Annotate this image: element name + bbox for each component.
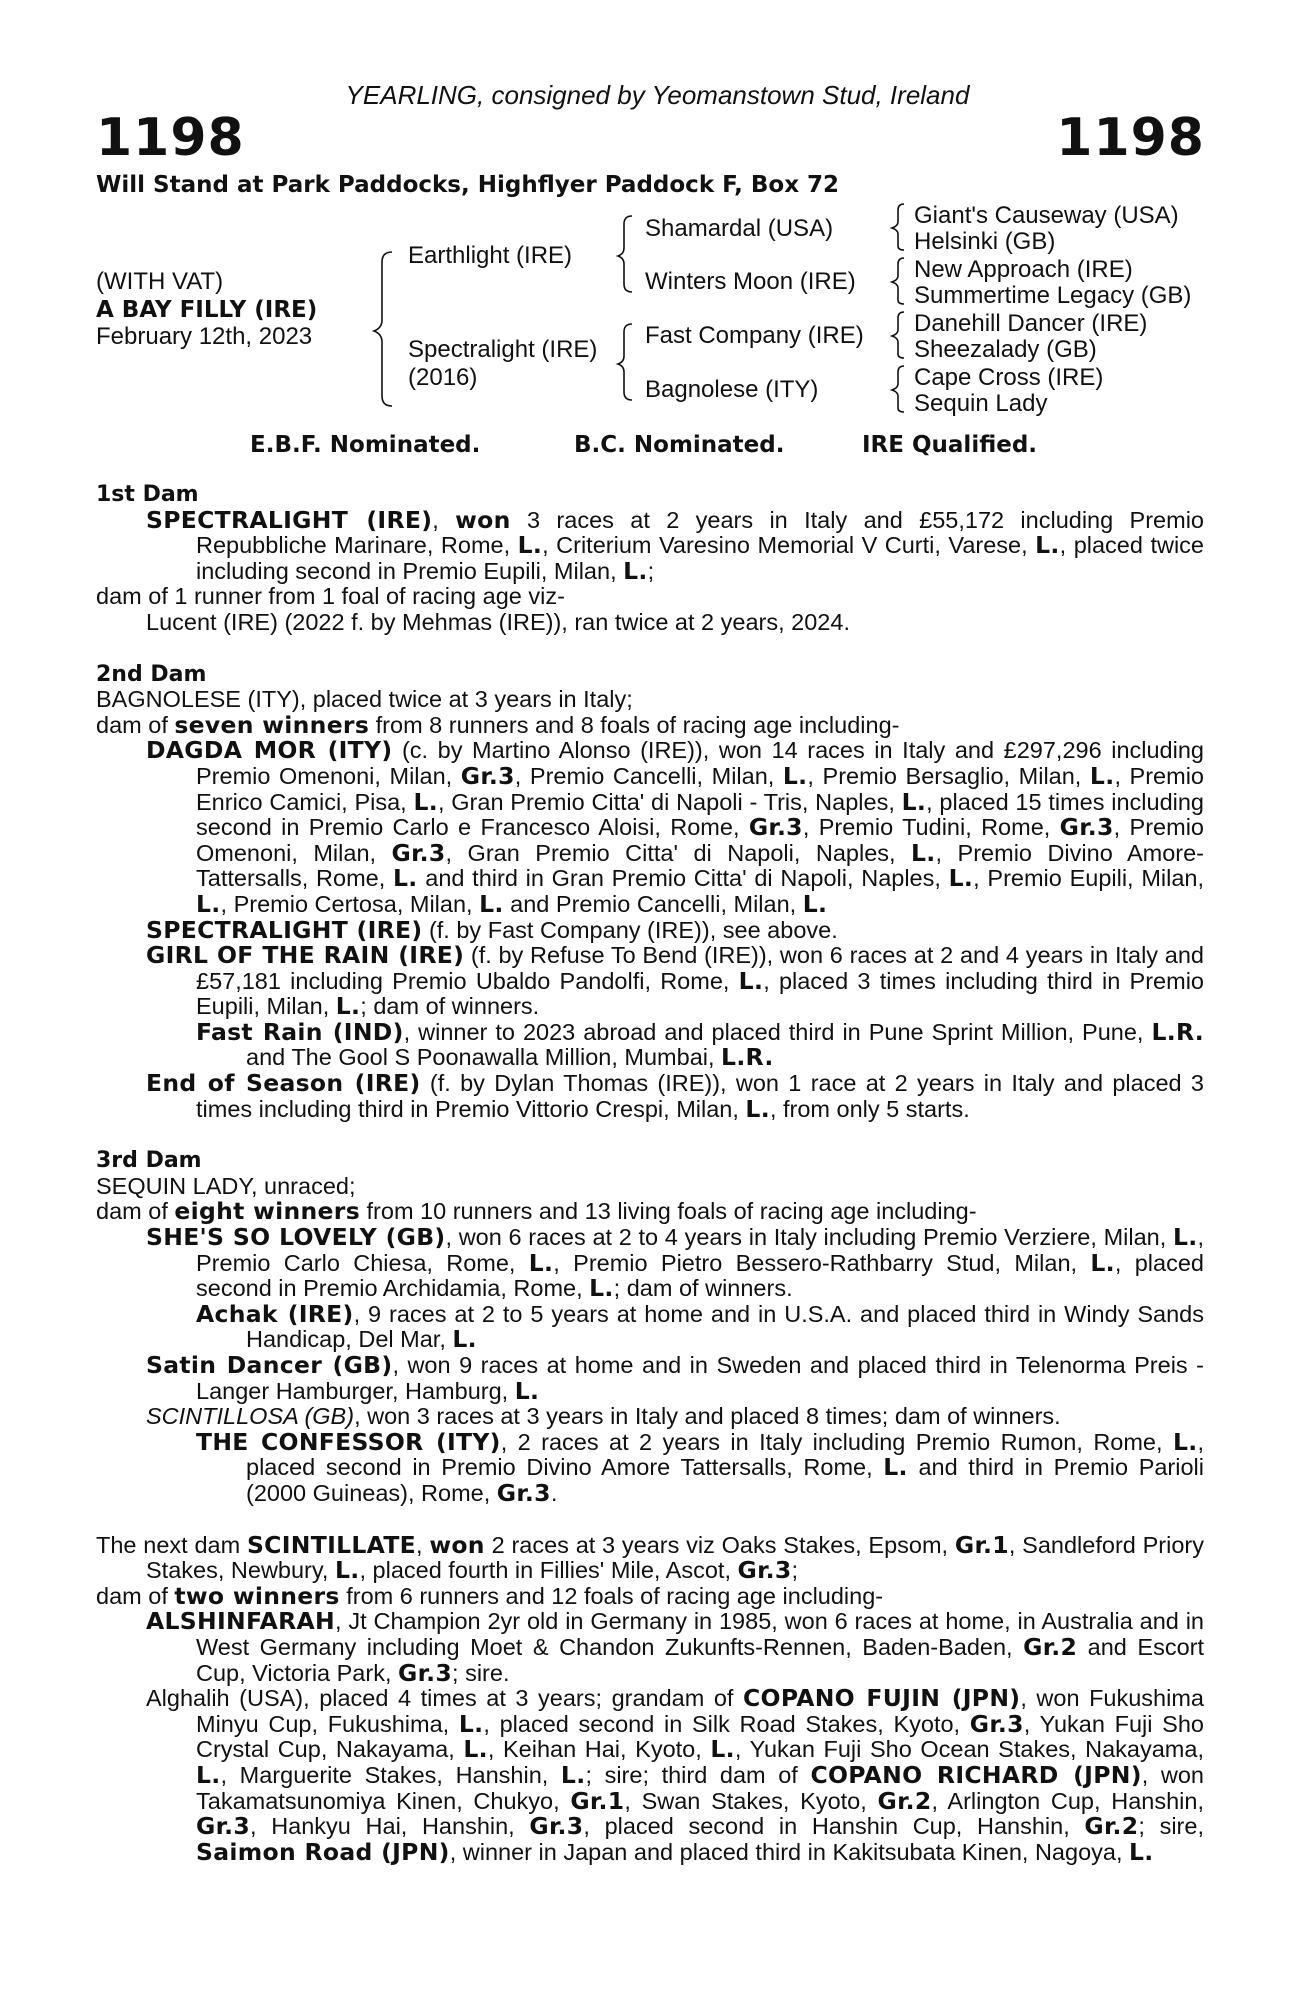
bold-run: L. <box>452 1325 477 1354</box>
bold-run: Achak (IRE) <box>196 1299 354 1328</box>
text-run: , won 3 races at 3 years in Italy and placed 8 times; dam of winners. <box>354 1403 1061 1430</box>
text-run: , Premio Pietro Bessero-Rathbarry Stud, Milan, <box>553 1249 1091 1276</box>
bold-run: L. <box>911 838 936 867</box>
text-run: , Premio Omenoni, Milan, <box>196 814 1204 866</box>
text-run: , Premio Tudini, Rome, <box>802 814 1060 841</box>
brace-gen2-top <box>618 216 632 292</box>
produce-dagda-mor <box>96 738 1204 917</box>
bold-run: L.R. <box>1151 1017 1204 1046</box>
bold-run: End of Season (IRE) <box>146 1069 421 1098</box>
bold-run: Gr.3 <box>748 813 803 842</box>
bold-run: L. <box>334 1556 360 1585</box>
bold-run: L. <box>479 889 504 918</box>
text-run: , won Takamatsunomiya Kinen, Chukyo, <box>196 1761 1204 1814</box>
text-run: from 8 runners and 8 foals of racing age including- <box>369 711 900 738</box>
bold-run: Gr.2 <box>877 1786 932 1815</box>
produce-lucent: Lucent (IRE) (2022 f. by Mehmas (IRE)), ran twice at 2 years, 2024. <box>146 608 850 635</box>
bold-run: two winners <box>174 1581 340 1610</box>
bold-run: L. <box>1129 1837 1154 1866</box>
text-run: ; dam of winners. <box>613 1275 793 1302</box>
bold-run: L. <box>802 889 828 918</box>
text-run: ; <box>647 557 655 584</box>
bold-run: Gr.3 <box>196 1812 251 1841</box>
bold-run: THE CONFESSOR (ITY) <box>196 1427 501 1456</box>
italic-run: SCINTILLOSA (GB) <box>146 1403 355 1430</box>
bold-run: L. <box>517 531 543 560</box>
bold-run: L. <box>463 1735 488 1764</box>
text-run: ; sire, <box>1138 1813 1204 1840</box>
dam: Spectralight (IRE) <box>408 336 598 363</box>
sire: Earthlight (IRE) <box>408 242 573 269</box>
text-run: , Sandleford Priory Stakes, Newbury, <box>146 1531 1204 1584</box>
text-run: and Escort Cup, Victoria Park, <box>196 1633 1204 1686</box>
bold-run: SCINTILLATE <box>246 1530 417 1559</box>
bold-run: L. <box>1172 1427 1198 1456</box>
text-run: , Premio Bersaglio, Milan, <box>807 762 1090 789</box>
produce-end-of-season <box>96 1071 1204 1122</box>
text-run: , Arlington Cup, Hanshin, <box>931 1787 1204 1814</box>
text-run: , Hankyu Hai, Hanshin, <box>250 1813 530 1840</box>
bold-run: Gr.1 <box>954 1530 1009 1559</box>
bold-run: L. <box>589 1274 614 1303</box>
produce-scintillosa <box>96 1404 1204 1430</box>
ggen-5: Danehill Dancer (IRE) <box>914 310 1148 337</box>
bold-run: Gr.2 <box>1084 1812 1139 1841</box>
text-run: , placed 15 times including second in Premio Carlo e Francesco Aloisi, Rome, <box>196 788 1204 841</box>
bold-run: L. <box>1090 1248 1115 1277</box>
text-run: , placed second in Silk Road Stakes, Kyoto, <box>483 1710 970 1737</box>
bold-run: L. <box>948 864 974 893</box>
text-run: , placed twice including second in Premio Eupili, Milan, <box>196 532 1204 584</box>
text-run: (c. by Martino Alonso (IRE)), won 14 races in Italy and £297,296 including Premio Omenoni, Milan, <box>196 737 1204 789</box>
first-dam-produce-summary: dam of 1 runner from 1 foal of racing age viz- <box>96 583 565 610</box>
bc-nominated: B.C. Nominated. <box>574 432 785 458</box>
text-run: dam of <box>96 711 175 738</box>
bold-run: L. <box>413 787 438 816</box>
produce-achak <box>96 1299 1204 1354</box>
ggen-3: New Approach (IRE) <box>914 256 1133 283</box>
bold-run: L. <box>458 1709 484 1738</box>
text-run: from 6 runners and 12 foals of racing age including- <box>339 1582 884 1609</box>
bold-run: SPECTRALIGHT (IRE) <box>146 505 433 534</box>
text-run: , won Fukushima Minyu Cup, Fukushima, <box>196 1685 1204 1737</box>
text-run: ; sire. <box>452 1659 510 1686</box>
bold-run: L. <box>528 1248 554 1277</box>
dam-year: (2016) <box>408 364 478 391</box>
text-run: , Keihan Hai, Kyoto, <box>487 1736 711 1763</box>
produce-spectralight <box>96 915 1204 944</box>
catalogue-body <box>96 482 1204 1865</box>
text-run: , Premio Eupili, Milan, <box>973 865 1204 892</box>
bold-run: SHE'S SO LOVELY (GB) <box>146 1223 446 1252</box>
bold-run: L. <box>1172 1223 1198 1252</box>
first-dam-record <box>96 505 1204 585</box>
produce-alshinfarah <box>96 1609 1204 1686</box>
dam-sire: Fast Company (IRE) <box>645 322 864 349</box>
bold-run: L. <box>883 1453 908 1482</box>
text-run: , placed second in Premio Divino Amore Tattersalls, Rome, <box>246 1428 1204 1481</box>
text-run: Alghalih (USA), placed 4 times at 3 years; grandam of <box>146 1685 744 1712</box>
ebf-nominated: E.B.F. Nominated. <box>250 432 481 458</box>
bold-run: Satin Dancer (GB) <box>146 1351 393 1379</box>
ggen-4: Summertime Legacy (GB) <box>914 282 1192 309</box>
text-run: and Premio Cancelli, Milan, <box>503 890 803 917</box>
bold-run: Gr.1 <box>570 1786 625 1815</box>
bold-run: seven winners <box>174 710 370 739</box>
first-dam-heading: 1st Dam <box>96 482 199 507</box>
bold-run: Gr.3 <box>496 1478 551 1507</box>
bold-run: Gr.3 <box>737 1556 792 1585</box>
third-dam-record: SEQUIN LADY, unraced; <box>96 1172 356 1199</box>
brace-gen1 <box>374 252 392 406</box>
bold-run: DAGDA MOR (ITY) <box>146 736 393 765</box>
text-run: (f. by Fast Company (IRE)), see above. <box>422 916 838 943</box>
bold-run: Fast Rain (IND) <box>196 1017 404 1046</box>
text-run: from 10 runners and 13 living foals of racing age including- <box>359 1198 977 1225</box>
bold-run: eight winners <box>174 1197 360 1226</box>
text-run: , Premio Cancelli, Milan, <box>514 762 783 789</box>
text-run: , from only 5 starts. <box>769 1095 970 1122</box>
text-run: dam of <box>96 1582 175 1609</box>
sire-dam: Winters Moon (IRE) <box>645 268 856 295</box>
text-run: , won 9 races at home and in Sweden and placed third in Telenorma Preis - Langer Hamburger, Hamburg, <box>196 1352 1204 1404</box>
text-run: (f. by Dylan Thomas (IRE)), won 1 race at 2 years in Italy and placed 3 times including third in Premio Vittorio Crespi, Milan, <box>196 1070 1204 1122</box>
bold-run: L. <box>560 1760 586 1789</box>
brace-gen3-4 <box>892 366 904 412</box>
produce-shes-so-lovely <box>96 1225 1204 1302</box>
text-run: , Yukan Fuji Sho Ocean Stakes, Nakayama, <box>734 1736 1204 1763</box>
ggen-8: Sequin Lady <box>914 390 1048 417</box>
ggen-2: Helsinki (GB) <box>914 228 1056 255</box>
second-dam-heading: 2nd Dam <box>96 661 207 687</box>
bold-run: Gr.2 <box>1023 1632 1078 1661</box>
text-run: , 2 races at 2 years in Italy including Premio Rumon, Rome, <box>500 1428 1173 1455</box>
produce-alghalih <box>96 1686 1204 1865</box>
text-run: , Premio Carlo Chiesa, Rome, <box>196 1224 1205 1276</box>
text-run: , Gran Premio Citta' di Napoli, Naples, <box>445 839 912 866</box>
bold-run: ALSHINFARAH <box>146 1607 335 1636</box>
bold-run: L.R. <box>721 1043 774 1072</box>
bold-run: L. <box>623 556 648 585</box>
bold-run: won <box>455 505 511 534</box>
bold-run: GIRL OF THE RAIN (IRE) <box>146 941 465 970</box>
produce-girl-of-the-rain <box>96 943 1204 1020</box>
brace-gen3-1 <box>892 204 904 250</box>
text-run: , Yukan Fuji Sho Crystal Cup, Nakayama, <box>196 1710 1204 1763</box>
bold-run: L. <box>738 966 764 995</box>
bold-run: Gr.3 <box>1059 813 1114 842</box>
bold-run: Gr.3 <box>969 1709 1024 1738</box>
bold-run: L. <box>335 992 361 1021</box>
text-run: ; <box>791 1557 799 1584</box>
dam-dam: Bagnolese (ITY) <box>645 376 819 403</box>
bold-run: L. <box>745 1094 770 1123</box>
stand-location: Will Stand at Park Paddocks, Highflyer Paddock F, Box 72 <box>96 172 840 198</box>
consignment-line: YEARLING, consigned by Yeomanstown Stud, Ireland <box>345 80 970 110</box>
text-run: , Premio Enrico Camici, Pisa, <box>196 762 1204 815</box>
ggen-7: Cape Cross (IRE) <box>914 364 1104 391</box>
foaling-date: February 12th, 2023 <box>96 323 313 350</box>
bold-run: Gr.3 <box>460 761 515 790</box>
next-dam-produce-summary <box>96 1581 1204 1610</box>
next-dam-record <box>96 1530 1204 1585</box>
text-run: , Marguerite Stakes, Hanshin, <box>220 1761 561 1788</box>
produce-the-confessor <box>96 1427 1204 1507</box>
bold-run: L. <box>196 889 221 918</box>
produce-satin-dancer <box>96 1353 1204 1404</box>
text-run: 2 races at 3 years viz Oaks Stakes, Epsom, <box>484 1531 955 1558</box>
lot-number-right: 1198 <box>1056 108 1205 168</box>
bold-run: Gr.3 <box>529 1812 584 1841</box>
bold-run: Gr.3 <box>391 838 446 867</box>
text-run: , Premio Divino Amore-Tattersalls, Rome, <box>196 839 1204 892</box>
sire-sire: Shamardal (USA) <box>645 215 834 242</box>
text-run: . <box>550 1479 558 1506</box>
bold-run: Saimon Road (JPN) <box>196 1837 450 1866</box>
brace-gen3-2 <box>892 258 904 304</box>
bold-run: L. <box>514 1376 540 1405</box>
third-dam-heading: 3rd Dam <box>96 1148 202 1174</box>
bold-run: SPECTRALIGHT (IRE) <box>146 915 423 944</box>
text-run: , placed second in Premio Archidamia, Rome, <box>196 1249 1204 1302</box>
text-run: ; dam of winners. <box>360 993 540 1020</box>
text-run: and third in Gran Premio Citta' di Napoli, Naples, <box>417 865 949 892</box>
text-run: dam of <box>96 1198 175 1225</box>
bold-run: L. <box>1035 531 1060 560</box>
bold-run: L. <box>782 761 808 790</box>
text-run: The next dam <box>96 1531 247 1558</box>
lot-number-left: 1198 <box>96 108 245 168</box>
bold-run: COPANO FUJIN (JPN) <box>743 1684 1021 1713</box>
second-dam-record: BAGNOLESE (ITY), placed twice at 3 years in Italy; <box>96 686 633 713</box>
ire-qualified: IRE Qualified. <box>862 432 1038 458</box>
bold-run: Gr.3 <box>398 1658 453 1687</box>
text-run: , 9 races at 2 to 5 years at home and in U.S.A. and placed third in Windy Sands Handicap, Del Mar, <box>246 1300 1204 1353</box>
text-run: , placed 3 times including third in Premio Eupili, Milan, <box>196 967 1204 1020</box>
bold-run: L. <box>393 864 418 893</box>
bold-run: L. <box>710 1735 735 1764</box>
text-run: , Swan Stakes, Kyoto, <box>624 1787 878 1814</box>
ggen-6: Sheezalady (GB) <box>914 336 1097 363</box>
text-run: , Jt Champion 2yr old in Germany in 1985, won 6 races at home, in Australia and in West Germany including Moet & Chandon Zukunfts-Rennen, Baden-Baden, <box>196 1608 1204 1660</box>
third-dam-produce-summary <box>96 1199 1204 1225</box>
text-run: , placed second in Hanshin Cup, Hanshin, <box>583 1813 1085 1840</box>
text-run: (f. by Refuse To Bend (IRE)), won 6 races at 2 and 4 years in Italy and £57,181 including Premio Ubaldo Pandolfi, Rome, <box>196 942 1204 994</box>
pedigree-braces <box>0 0 1315 450</box>
brace-gen3-3 <box>892 312 904 358</box>
second-dam-produce-summary <box>96 710 1204 739</box>
bold-run: COPANO RICHARD (JPN) <box>810 1760 1142 1789</box>
text-run: , winner in Japan and placed third in Kakitsubata Kinen, Nagoya, <box>449 1838 1130 1865</box>
bold-run: L. <box>901 787 927 816</box>
text-run: , Gran Premio Citta' di Napoli - Tris, Naples, <box>437 788 902 815</box>
bold-run: L. <box>1089 761 1115 790</box>
text-run: , placed fourth in Fillies' Mile, Ascot, <box>359 1557 738 1584</box>
vat-note: (WITH VAT) <box>96 268 224 295</box>
text-run: , Premio Certosa, Milan, <box>220 890 480 917</box>
produce-fast-rain <box>96 1017 1204 1072</box>
bold-run: L. <box>196 1760 221 1789</box>
bold-run: won <box>429 1530 485 1559</box>
text-run: , won 6 races at 2 to 4 years in Italy including Premio Verziere, Milan, <box>445 1224 1173 1251</box>
horse-name: A BAY FILLY (IRE) <box>96 297 318 323</box>
text-run: and third in Premio Parioli (2000 Guineas), Rome, <box>246 1454 1204 1506</box>
text-run: , <box>416 1531 430 1558</box>
text-run: 3 races at 2 years in Italy and £55,172 including Premio Repubbliche Marinare, Rome, <box>196 506 1204 559</box>
text-run: , <box>432 506 456 533</box>
text-run: ; sire; third dam of <box>585 1761 811 1788</box>
text-run: and The Gool S Poonawalla Million, Mumbai, <box>246 1044 722 1071</box>
brace-gen2-bottom <box>618 324 632 400</box>
text-run: , Criterium Varesino Memorial V Curti, Varese, <box>542 532 1036 559</box>
text-run: , winner to 2023 abroad and placed third in Pune Sprint Million, Pune, <box>403 1018 1152 1045</box>
ggen-1: Giant's Causeway (USA) <box>914 202 1179 229</box>
